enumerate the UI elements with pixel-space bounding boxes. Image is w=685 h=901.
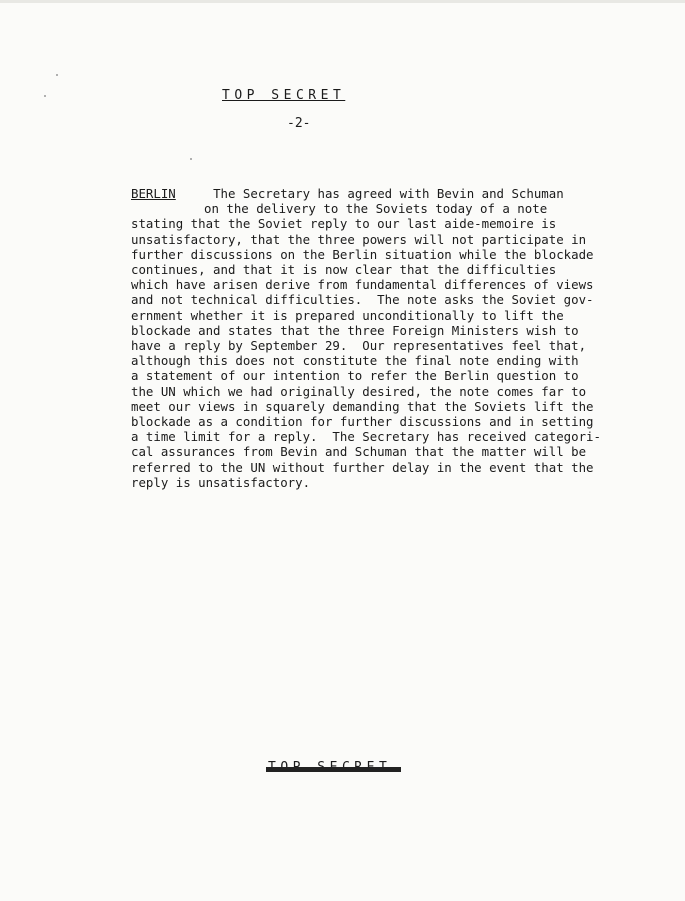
classification-header: TOP SECRET (222, 88, 346, 103)
paragraph-line: reply is unsatisfactory. (131, 474, 311, 490)
paragraph-text: The Secretary has agreed with Bevin and Schuman (213, 186, 564, 201)
paragraph-line: further discussions on the Berlin situation while the blockade (131, 246, 594, 262)
page-number: -2- (287, 116, 311, 131)
paragraph-line: on the delivery to the Soviets today of a note (204, 201, 548, 217)
paragraph-line: blockade and states that the three Foreign Ministers wish to (131, 322, 579, 338)
redaction-strikethrough (266, 767, 401, 772)
paragraph-line: although this does not constitute the final note ending with (131, 353, 579, 369)
paragraph-line: ernment whether it is prepared unconditionally to lift the (131, 307, 564, 323)
paper-speck (56, 74, 58, 76)
paragraph-line: blockade as a condition for further discussions and in setting (131, 414, 594, 430)
paragraph-line: a statement of our intention to refer the Berlin question to (131, 368, 579, 384)
paragraph-line: a time limit for a reply. The Secretary has received categori- (131, 429, 601, 445)
subject-heading: BERLIN (131, 186, 176, 201)
paragraph-line: stating that the Soviet reply to our last aide-memoire is (131, 216, 557, 232)
paragraph-line: meet our views in squarely demanding that the Soviets lift the (131, 398, 594, 414)
paragraph-line: cal assurances from Bevin and Schuman that the matter will be (131, 444, 587, 460)
paragraph-line: and not technical difficulties. The note asks the Soviet gov- (131, 292, 594, 308)
page-top-edge (0, 0, 685, 3)
paragraph-line: referred to the UN without further delay in the event that the (131, 459, 594, 475)
paragraph-line: which have arisen derive from fundamental differences of views (131, 277, 594, 293)
paragraph-line: unsatisfactory, that the three powers will not participate in (131, 231, 587, 247)
paragraph-line: the UN which we had originally desired, the note comes far to (131, 383, 587, 399)
paper-speck (44, 95, 46, 97)
memo-paragraph (131, 186, 601, 490)
paragraph-line: continues, and that it is now clear that the difficulties (131, 262, 557, 278)
paragraph-line: have a reply by September 29. Our representatives feel that, (131, 338, 587, 354)
paper-speck (190, 158, 192, 160)
paragraph-line-1 (131, 186, 571, 201)
